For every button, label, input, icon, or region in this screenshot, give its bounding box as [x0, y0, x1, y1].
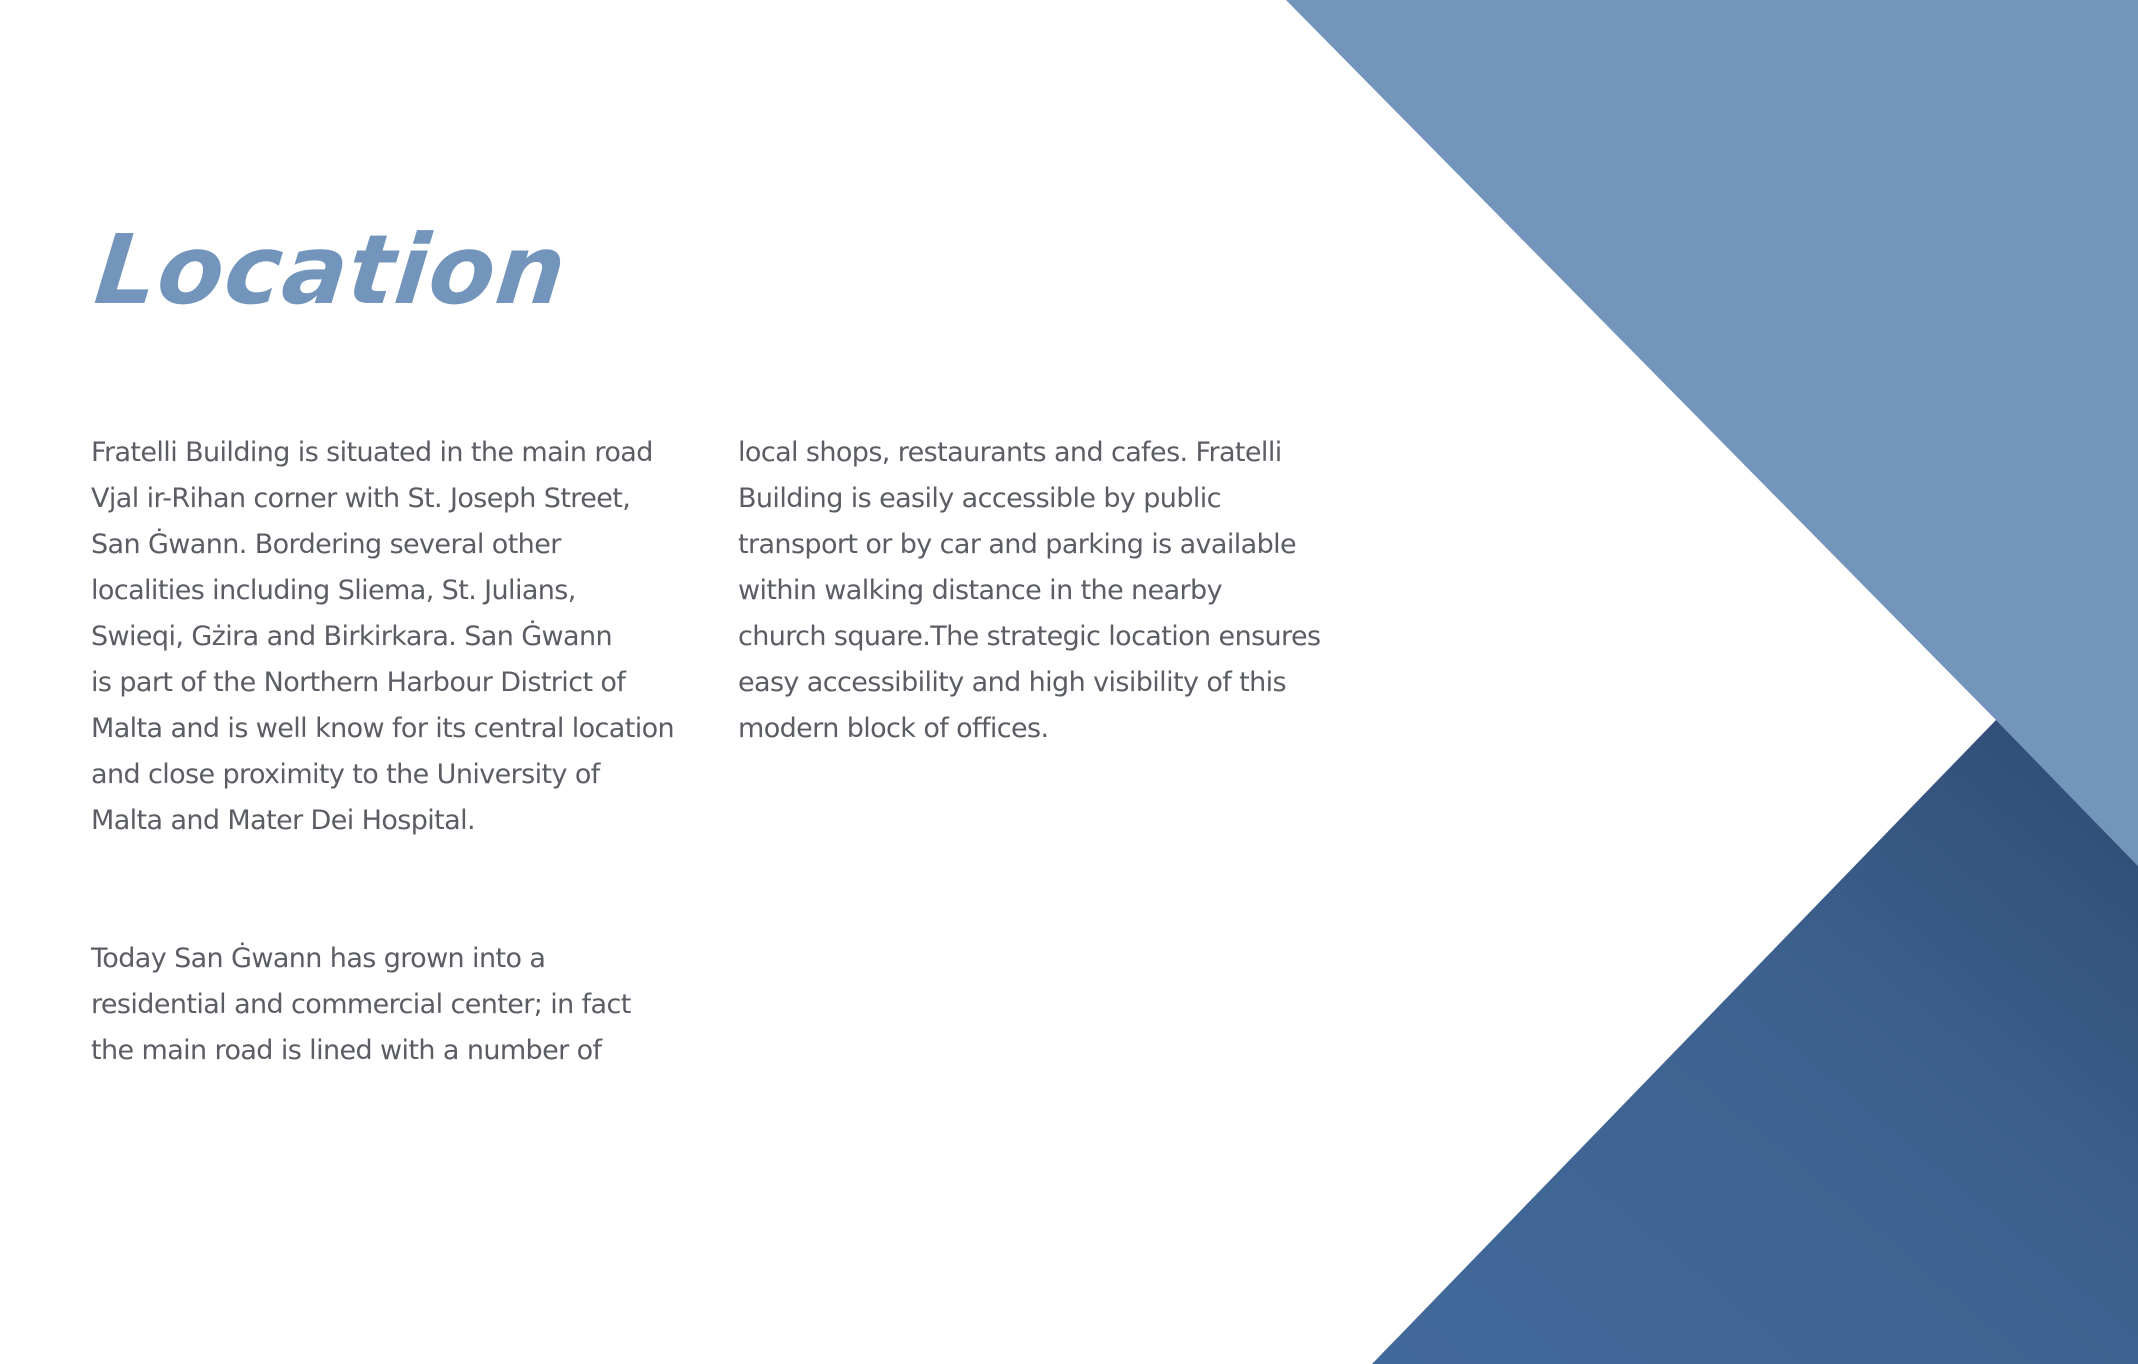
- paragraph-intro: Fratelli Building is situated in the main road Vjal ir-Rihan corner with St. Joseph Street, San Ġwann. Bordering several other localities including Sliema, St. Julians, Swieqi, Gżira and Birkirkara. San Ġwann is part of the Northern Harbour District of Malta and is well know for its central location and close proximity to the University of Malta and Mater Dei Hospital.: [91, 437, 675, 836]
- text-column-right: [738, 384, 1378, 798]
- text-column-left: [91, 384, 731, 1120]
- paragraph-access: local shops, restaurants and cafes. Fratelli Building is easily accessible by public transport or by car and parking is available within walking distance in the nearby church square.The strategic location ensures easy accessibility and high visibility of this modern block of offices.: [738, 437, 1321, 744]
- dark-blue-triangle: [1372, 720, 2138, 1364]
- paragraph-today: Today San Ġwann has grown into a residential and commercial center; in fact the main road is lined with a number of: [91, 943, 631, 1066]
- page-title: Location: [90, 214, 572, 326]
